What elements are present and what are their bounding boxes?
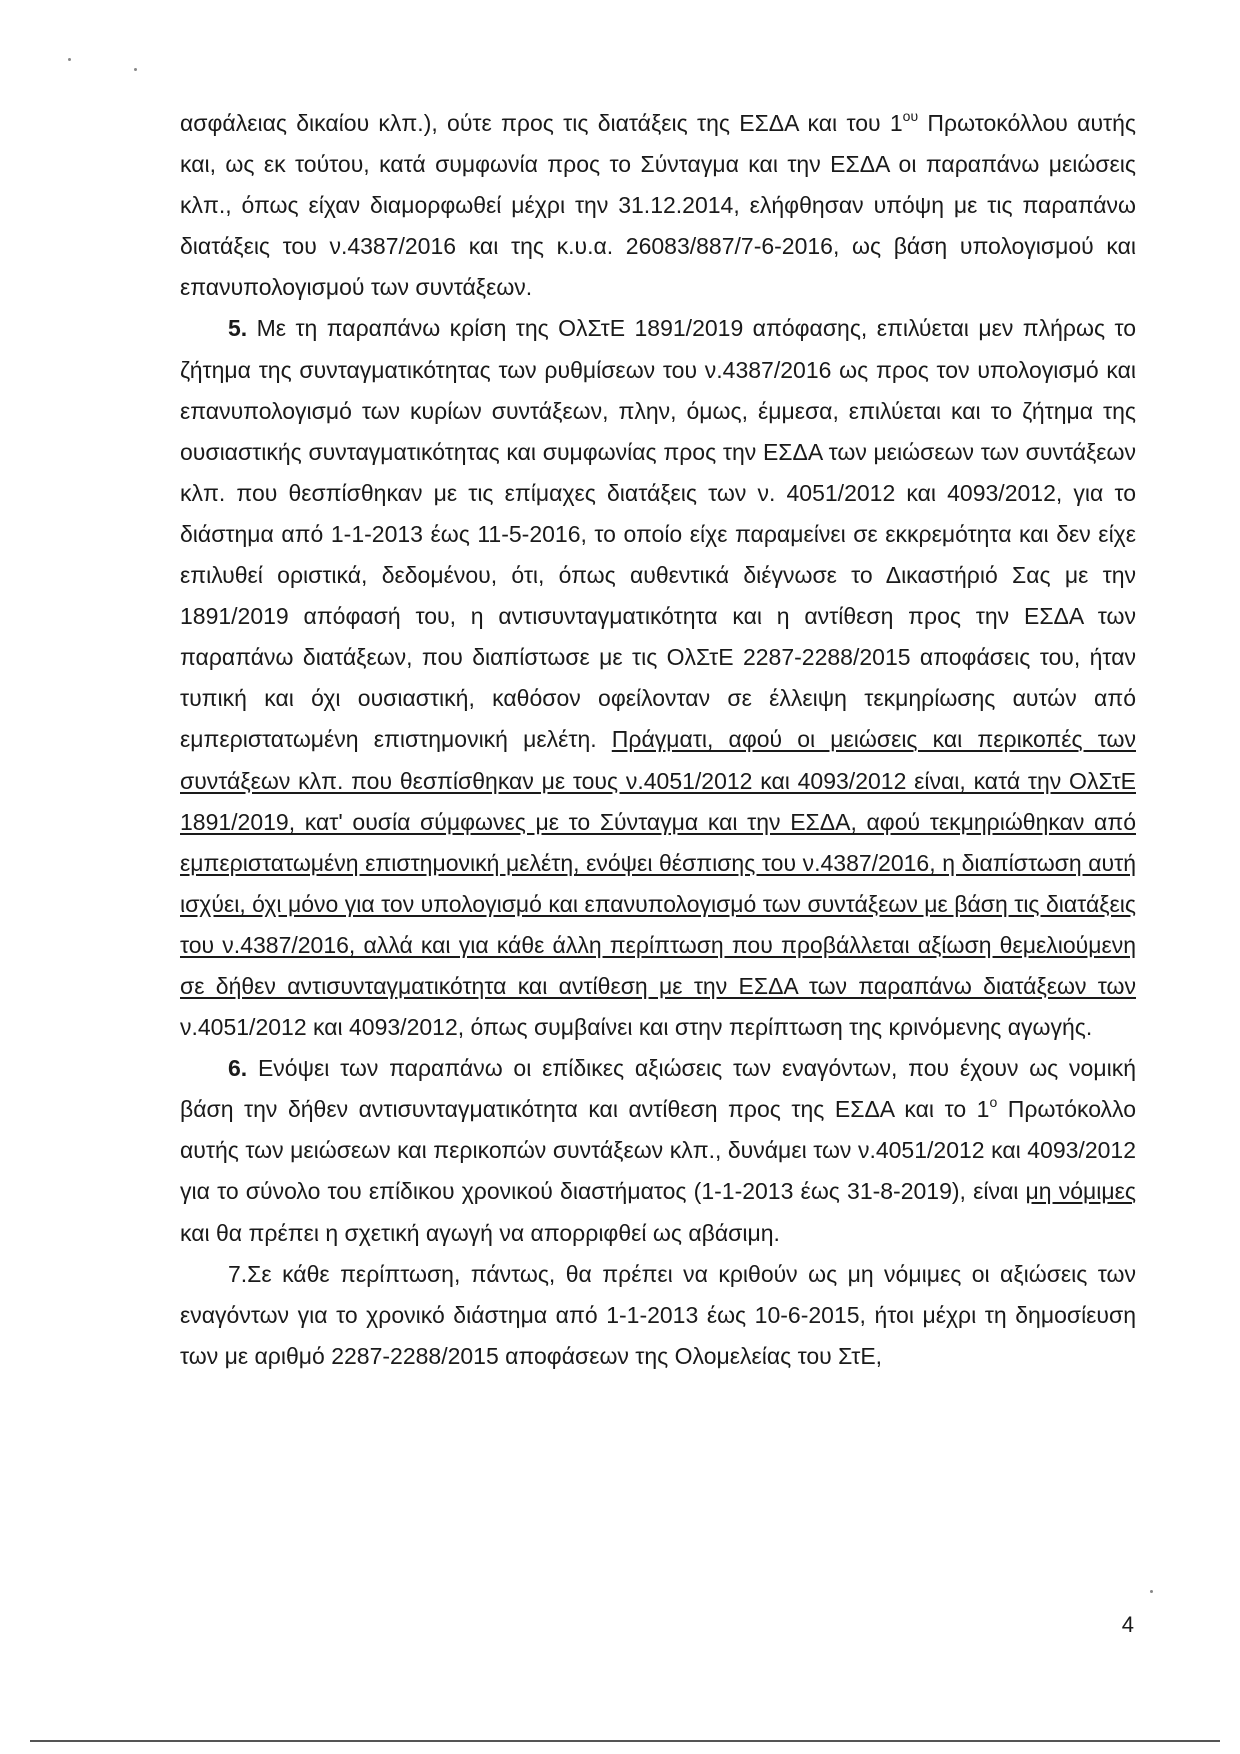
paragraph-6-number: 6. xyxy=(228,1055,248,1082)
paragraph-continued-text-1: ασφάλειας δικαίου κλπ.), ούτε προς τις διατάξεις της ΕΣΔΑ και του 1 xyxy=(180,110,903,136)
scan-speck xyxy=(1150,1590,1153,1593)
scan-speck xyxy=(134,68,137,71)
superscript-o: ο xyxy=(989,1094,998,1111)
bottom-rule xyxy=(30,1740,1220,1742)
paragraph-6-text-1: Ενόψει των παραπάνω οι επίδικες αξιώσεις των εναγόντων, που έχουν ως νομική βάση την δήθεν αντισυνταγματικότητα και αντίθεση προς της ΕΣΔΑ και το 1 xyxy=(180,1055,1136,1123)
page-number: 4 xyxy=(1121,1612,1134,1637)
paragraph-5 xyxy=(180,308,1136,1048)
paragraph-5-number: 5. xyxy=(228,315,248,342)
superscript-ou: ου xyxy=(902,108,919,124)
paragraph-5-tail: ν.4051/2012 και 4093/2012, όπως συμβαίνει και στην περίπτωση της κρινόμενης αγωγής. xyxy=(180,1014,1093,1041)
scan-speck xyxy=(68,58,71,61)
body-text xyxy=(180,103,1136,1377)
paragraph-continued xyxy=(180,103,1136,308)
paragraph-6-text-2: Πρωτόκολλο αυτής των μειώσεων και περικοπών συντάξεων κλπ., δυνάμει των ν.4051/2012 και 4093/2012 για το σύνολο του επίδικου χρονικού διαστήματος (1-1-2013 έως 31-8-2019), είναι xyxy=(180,1096,1136,1205)
paragraph-6-text-3: και θα πρέπει η σχετική αγωγή να απορριφθεί ως αβάσιμη. xyxy=(180,1219,780,1246)
paragraph-6 xyxy=(180,1048,1136,1253)
paragraph-5-text: Με τη παραπάνω κρίση της ΟλΣτΕ 1891/2019 απόφασης, επιλύεται μεν πλήρως το ζήτημα της συνταγματικότητας των ρυθμίσεων του ν.4387/2016 ως προς τον υπολογισμό και επανυπολογισμό των κυρίων συντάξεων, πλην, όμως, έμμεσα, επιλύεται και το ζήτημα της ουσιαστικής συνταγματικότητας και συμφωνίας προς την ΕΣΔΑ των μειώσεων των συντάξεων κλπ. που θεσπίσθηκαν με τις επίμαχες διατάξεις των ν. 4051/2012 και 4093/2012, για το διάστημα από 1-1-2013 έως 11-5-2016, το οποίο είχε παραμείνει σε εκκρεμότητα και δεν είχε επιλυθεί οριστικά, δεδομένου, ότι, όπως αυθεντικά διέγνωσε το Δικαστήριό Σας με την 1891/2019 απόφασή του, η αντισυνταγματικότητα και η αντίθεση προς την ΕΣΔΑ των παραπάνω διατάξεων, που διαπίστωσε με τις ΟλΣτΕ 2287-2288/2015 αποφάσεις του, ήταν τυπική και όχι ουσιαστική, καθόσον οφείλονταν σε έλλειψη τεκμηρίωσης αυτών από εμπεριστατωμένη επιστημονική μελέτη. xyxy=(180,315,1136,753)
paragraph-continued-text-2: Πρωτοκόλλου αυτής και, ως εκ τούτου, κατά συμφωνία προς το Σύνταγμα και την ΕΣΔΑ οι παραπάνω μειώσεις κλπ., όπως είχαν διαμορφωθεί μέχρι την 31.12.2014, ελήφθησαν υπόψη με τις παραπάνω διατάξεις του ν.4387/2016 και της κ.υ.α. 26083/887/7-6-2016, ως βάση υπολογισμού και επανυπολογισμού των συντάξεων. xyxy=(180,110,1136,301)
paragraph-5-underlined-text: Πράγματι, αφού οι μειώσεις και περικοπές των συντάξεων κλπ. που θεσπίσθηκαν με τους ν.4051/2012 και 4093/2012 είναι, κατά την ΟλΣτΕ 1891/2019, κατ' ουσία σύμφωνες με το Σύνταγμα και την ΕΣΔΑ, αφού τεκμηριώθηκαν από εμπεριστατωμένη επιστημονική μελέτη, ενόψει θέσπισης του ν.4387/2016, η διαπίστωση αυτή ισχύει, όχι μόνο για τον υπολογισμό και επανυπολογισμό των συντάξεων με βάση τις διατάξεις του ν.4387/2016, αλλά και για κάθε άλλη περίπτωση που προβάλλεται αξίωση θεμελιούμενη σε δήθεν αντισυνταγματικότητα και αντίθεση με την ΕΣΔΑ των παραπάνω διατάξεων των xyxy=(180,726,1136,999)
paragraph-6-underlined-text: μη νόμιμες xyxy=(1025,1178,1136,1205)
paragraph-7-text: 7.Σε κάθε περίπτωση, πάντως, θα πρέπει να κριθούν ως μη νόμιμες οι αξιώσεις των εναγόντων για το χρονικό διάστημα από 1-1-2013 έως 10-6-2015, ήτοι μέχρι τη δημοσίευση των με αριθμό 2287-2288/2015 αποφάσεων της Ολομελείας του ΣτΕ, xyxy=(180,1260,1136,1369)
paragraph-7 xyxy=(180,1254,1136,1377)
